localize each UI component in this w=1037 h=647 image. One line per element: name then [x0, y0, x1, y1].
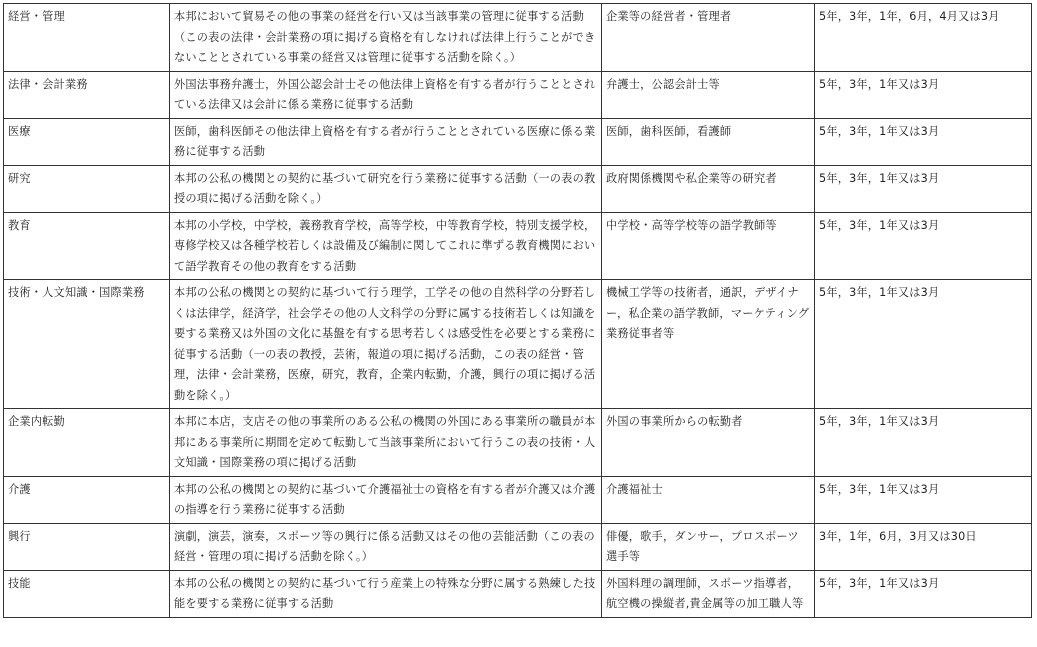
- table-row: [4, 212, 1032, 280]
- status-cell: 技能: [4, 570, 170, 617]
- activity-cell: 医師，歯科医師その他法律上資格を有する者が行うこととされている医療に係る業務に従事する活動: [170, 118, 602, 165]
- activity-cell: 演劇，演芸，演奏，スポーツ等の興行に係る活動又はその他の芸能活動（この表の経営・管理の項に掲げる活動を除く。）: [170, 523, 602, 570]
- period-cell: 5年，3年，1年又は3月: [815, 476, 1032, 523]
- example-cell: 弁護士，公認会計士等: [602, 71, 815, 118]
- example-cell: 企業等の経営者・管理者: [602, 4, 815, 72]
- activity-cell: 本邦の公私の機関との契約に基づいて行う産業上の特殊な分野に属する熟練した技能を要する業務に従事する活動: [170, 570, 602, 617]
- period-cell: 3年，1年，6月，3月又は30日: [815, 523, 1032, 570]
- status-cell: 介護: [4, 476, 170, 523]
- table-row: [4, 523, 1032, 570]
- status-cell: 企業内転勤: [4, 409, 170, 477]
- status-cell: 経営・管理: [4, 4, 170, 72]
- table-row: [4, 118, 1032, 165]
- table-row: [4, 71, 1032, 118]
- table-row: [4, 4, 1032, 72]
- example-cell: 外国の事業所からの転勤者: [602, 409, 815, 477]
- period-cell: 5年，3年，1年又は3月: [815, 118, 1032, 165]
- table-row: [4, 165, 1032, 212]
- example-cell: 外国料理の調理師，スポーツ指導者，航空機の操縦者,貴金属等の加工職人等: [602, 570, 815, 617]
- status-cell: 技術・人文知識・国際業務: [4, 280, 170, 409]
- period-cell: 5年，3年，1年又は3月: [815, 409, 1032, 477]
- example-cell: 介護福祉士: [602, 476, 815, 523]
- period-cell: 5年，3年，1年又は3月: [815, 570, 1032, 617]
- status-cell: 研究: [4, 165, 170, 212]
- example-cell: 政府関係機関や私企業等の研究者: [602, 165, 815, 212]
- period-cell: 5年，3年，1年又は3月: [815, 165, 1032, 212]
- period-cell: 5年，3年，1年又は3月: [815, 280, 1032, 409]
- table-row: [4, 476, 1032, 523]
- table-row: [4, 409, 1032, 477]
- period-cell: 5年，3年，1年又は3月: [815, 212, 1032, 280]
- table-row: [4, 570, 1032, 617]
- status-cell: 教育: [4, 212, 170, 280]
- table-row: [4, 280, 1032, 409]
- status-cell: 医療: [4, 118, 170, 165]
- activity-cell: 本邦の公私の機関との契約に基づいて行う理学，工学その他の自然科学の分野若しくは法律学，経済学，社会学その他の人文科学の分野に属する技術若しくは知識を要する業務又は外国の文化に基盤を有する思考若しくは感受性を必要とする業務に従事する活動（一の表の教授，芸術，報道の項に掲げる活動，この表の経営・管理，法律・会計業務，医療，研究，教育，企業内転勤，介護，興行の項に掲げる活動を除く。）: [170, 280, 602, 409]
- period-cell: 5年，3年，1年又は3月: [815, 71, 1032, 118]
- example-cell: 中学校・高等学校等の語学教師等: [602, 212, 815, 280]
- status-cell: 法律・会計業務: [4, 71, 170, 118]
- residence-status-table: [3, 3, 1032, 618]
- activity-cell: 本邦において貿易その他の事業の経営を行い又は当該事業の管理に従事する活動（この表の法律・会計業務の項に掲げる資格を有しなければ法律上行うことができないこととされている事業の経営又は管理に従事する活動を除く。）: [170, 4, 602, 72]
- example-cell: 医師，歯科医師，看護師: [602, 118, 815, 165]
- activity-cell: 本邦の小学校，中学校，義務教育学校，高等学校，中等教育学校，特別支援学校，専修学校又は各種学校若しくは設備及び編制に関してこれに準ずる教育機関において語学教育その他の教育をする活動: [170, 212, 602, 280]
- activity-cell: 外国法事務弁護士，外国公認会計士その他法律上資格を有する者が行うこととされている法律又は会計に係る業務に従事する活動: [170, 71, 602, 118]
- period-cell: 5年，3年，1年，6月，4月又は3月: [815, 4, 1032, 72]
- activity-cell: 本邦に本店，支店その他の事業所のある公私の機関の外国にある事業所の職員が本邦にある事業所に期間を定めて転勤して当該事業所において行うこの表の技術・人文知識・国際業務の項に掲げる活動: [170, 409, 602, 477]
- example-cell: 機械工学等の技術者，通訳，デザイナー，私企業の語学教師，マーケティング業務従事者等: [602, 280, 815, 409]
- activity-cell: 本邦の公私の機関との契約に基づいて研究を行う業務に従事する活動（一の表の教授の項に掲げる活動を除く。）: [170, 165, 602, 212]
- activity-cell: 本邦の公私の機関との契約に基づいて介護福祉士の資格を有する者が介護又は介護の指導を行う業務に従事する活動: [170, 476, 602, 523]
- status-cell: 興行: [4, 523, 170, 570]
- example-cell: 俳優，歌手，ダンサー，プロスポーツ選手等: [602, 523, 815, 570]
